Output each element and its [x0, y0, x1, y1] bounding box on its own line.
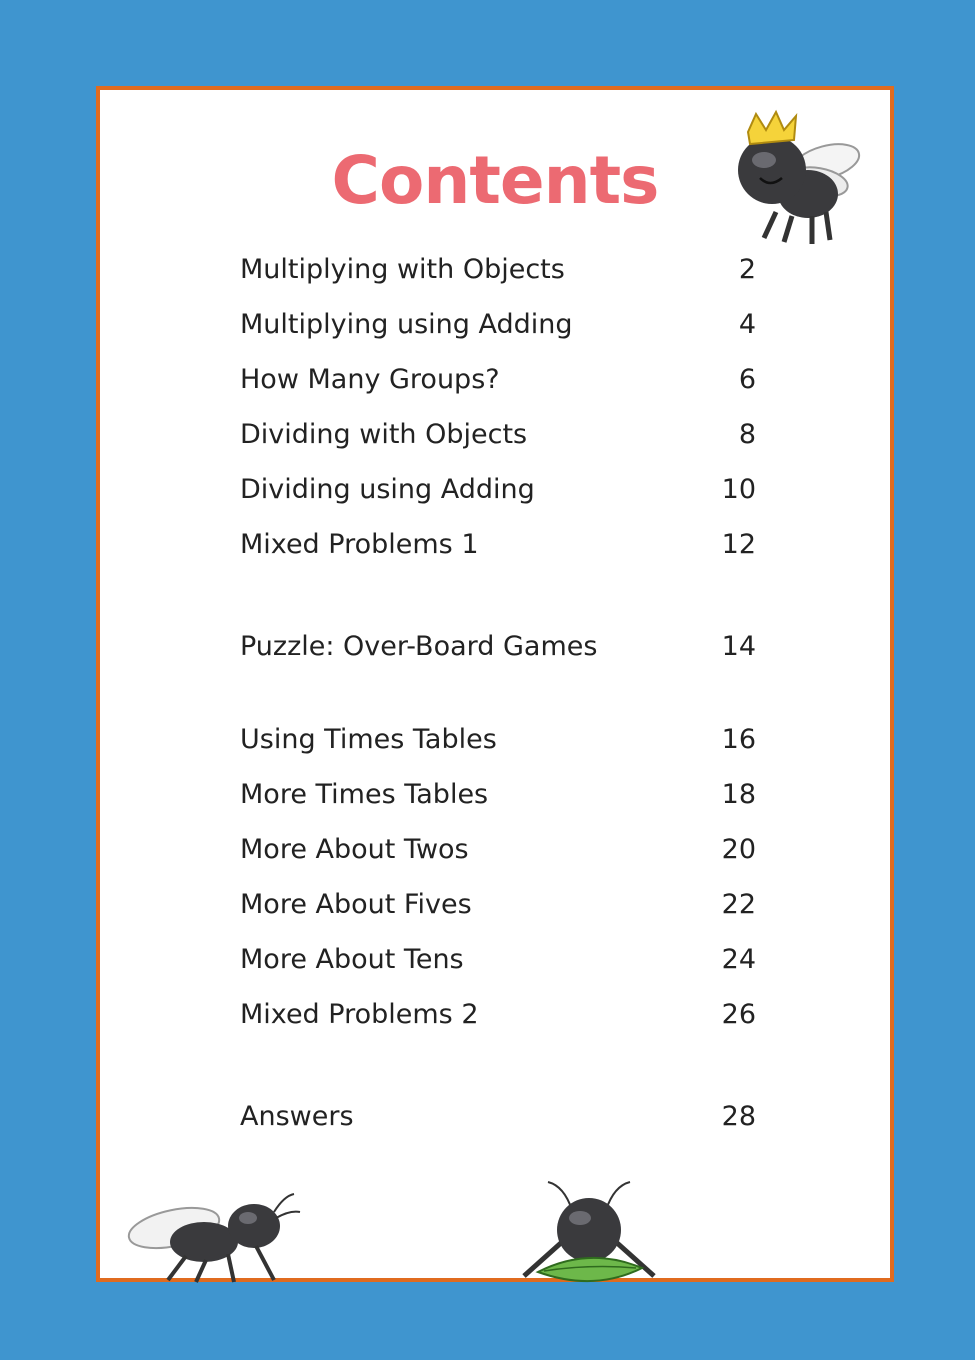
contents-page [96, 86, 894, 1282]
toc-entry-page: 2 [738, 254, 756, 285]
ant-with-leaf-icon [514, 1176, 664, 1286]
toc-entry [240, 419, 756, 450]
toc-entry-label: How Many Groups? [240, 364, 500, 395]
toc-entry-label: Puzzle: Over-Board Games [240, 631, 598, 662]
toc-entry-label: More About Tens [240, 944, 464, 975]
toc-entry-page: 24 [721, 944, 756, 975]
toc-entry [240, 889, 756, 920]
toc-entry [240, 999, 756, 1030]
toc-entry-page: 28 [721, 1101, 756, 1132]
toc-entry [240, 254, 756, 285]
toc-entry-label: Answers [240, 1101, 354, 1132]
fly-icon [124, 1186, 304, 1286]
page-title: Contents [331, 142, 659, 219]
toc-entry-page: 12 [721, 529, 756, 560]
toc-entry-label: Dividing using Adding [240, 474, 535, 505]
toc-entry [240, 529, 756, 560]
toc-entry [240, 724, 756, 755]
crowned-fly-icon [726, 104, 866, 254]
toc-entry [240, 309, 756, 340]
toc-entry [240, 834, 756, 865]
toc-entry-label: More Times Tables [240, 779, 489, 810]
toc-entry [240, 944, 756, 975]
toc-entry-label: Mixed Problems 2 [240, 999, 479, 1030]
toc-entry [240, 779, 756, 810]
toc-entry-label: Multiplying using Adding [240, 309, 573, 340]
toc-entry-page: 4 [738, 309, 756, 340]
toc-entry-page: 20 [721, 834, 756, 865]
toc-entry-page: 26 [721, 999, 756, 1030]
toc-entry [240, 474, 756, 505]
toc-entry-page: 16 [721, 724, 756, 755]
toc-entry-page: 18 [721, 779, 756, 810]
toc-entry-page: 10 [721, 474, 756, 505]
toc-entry [240, 1101, 756, 1132]
toc-entry [240, 364, 756, 395]
toc-entry-page: 8 [738, 419, 756, 450]
toc-entry-label: Mixed Problems 1 [240, 529, 479, 560]
toc-entry-label: Dividing with Objects [240, 419, 528, 450]
toc-entry-page: 6 [738, 364, 756, 395]
toc-entry-page: 22 [721, 889, 756, 920]
toc-entry [240, 631, 756, 662]
toc-entry-label: Using Times Tables [240, 724, 497, 755]
toc-entry-page: 14 [721, 631, 756, 662]
toc-entry-label: Multiplying with Objects [240, 254, 565, 285]
toc-entry-label: More About Twos [240, 834, 469, 865]
toc-entry-label: More About Fives [240, 889, 472, 920]
